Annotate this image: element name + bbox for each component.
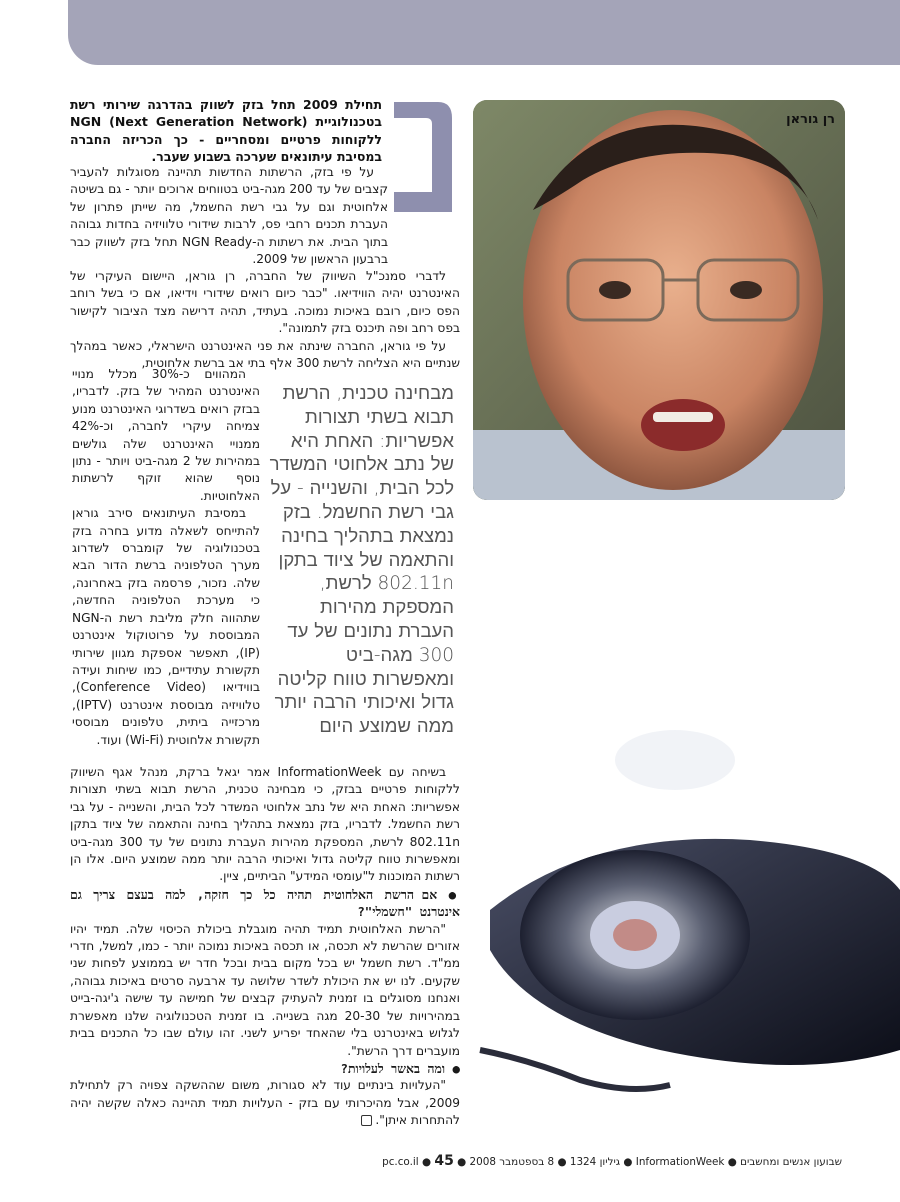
intro-paragraphs: לדברי סמנכ"ל השיווק של החברה, רן גוראן, היישום העיקרי של האינטרנט יהיה הווידיאו. "כבר כיום רואים שידורי וידיאו, אם כי בשל רוחב הפס כיום, רובם באיכות נמוכה. בעתיד, תהיה דרישה מצד הציבור לקישור בפס רחב ופה תיכנס בזק לתמונה". על פי גוראן, החברה שינתה את פני האינטרנט הישראלי, כאשר במהלך שנתיים היא הצליחה לרשת 300 אלף בתי אב ברשת אלחוטית, [70,269,460,371]
answer-1: "הרשת האלחוטית תמיד תהיה מוגבלת ביכולת הכיסוי שלה. תמיד יהיו אזורים שהרשת לא תכסה, או תכסה באיכות נמוכה יותר - כמו, למשל, חדרי ממ"ד. רשת חשמל יש בכל מקום בבית ובכל חדר יש בממוצע לפחות שני שקעים. לנו יש את היכולת לשדר שלושה עד ארבעה סרטים באיכות גבוהה, ואנחנו מסוגלים בו זמנית להעתיק קבצים של חמישה עד שישה ג'יגה-בייט במהירויות של 20-30 מגה בשנייה. בו זמנית הטכנולוגיה שלנו מאפשרת לגלוש באינטרנט בלי שהאחד יפריע לשני. זהו עולם שבו כל התכנים בבית מועברים דרך הרשת". [70,921,461,1058]
end-mark-icon [361,1115,372,1126]
pull-quote: מבחינה טכנית, הרשת תבוא בשתי תצורות אפשריות: האחת היא של נתב אלחוטי המשדר לכל הבית, והשנייה - על גבי רשת החשמל. בזק נמצאת בתהליך בחינה והתאמה של ציוד בתקן 802.11n לרשת, המספקת מהירות העברת נתונים של עד 300 מגה-ביט ומאפשרות טווח קליטה גדול ואיכותי הרבה יותר ממה שמוצע היום [269,383,454,738]
narrow-column: המהווים כ-30% מכלל מנויי האינטרנט המהיר של בזק. לדבריו, בבזק רואים בשדרוגי האינטרנט מנוע צמיחה עיקרי לחברה, וכ-42% ממנויי האינטרנט שלה גולשים במהירות של 2 מגה-ביט ויותר - נתון נוסף שהוא זוקף לרשתות האלחוטיות. במסיבת העיתונאים סירב גוראן להתייחס לשאלה מדוע בחרה בזק בטכנולוגיה של קומברס לשדרוג מערך הטלפוניה ברשת הדור הבא שלה. נזכור, פרסמה בזק באחרונה, כי מערכת הטלפוניה החדשה, שתהווה חלק מליבת רשת ה-NGN המבוססת על פרוטוקול אינטרנט (IP), תאפשר אספקת מגוון שירותי תקשורת עתידיים, כמו שיחות ועידה בווידיאו (Conference Video), טלוויזיה מבוססת אינטרנט (IPTV), מרכזייה ביתית, טלפונים מבוססי תקשורת אלחוטית (Wi-Fi) ועוד. [72,367,261,747]
body-bottom: בשיחה עם InformationWeek אמר יגאל ברקת, מנהל אגף השיווק ללקוחות פרטיים בבזק, כי מבחינה טכנית, הרשת תבוא בשתי תצורות אפשריות: האחת היא של נתב אלחוטי המשדר לכל הבית, והשנייה - על גבי רשת החשמל. לדבריו, בזק נמצאת בתהליך בחינה והתאמה של ציוד בתקן 802.11n לרשת, המספקת מהירות העברת נתונים של עד 300 מגה-ביט ומאפשרות טווח קליטה גדול ואיכותי הרבה יותר ממה שמוצע היום. אלו הן רשתות המוכנות ל"עומסי המידע" הביתיים, ציין. ● אם הרשת האלחוטית תהיה כל כך חזקה, למה בעצם צריך גם אינטרנט "חשמלי"? "הרשת האלחוטית תמיד תהיה מוגבלת ביכולת הכיסוי שלה. תמיד יהיו אזורים שהרשת לא תכסה, או תכסה באיכות נמוכה יותר - כמו, למשל, חדרי ממ"ד. רשת חשמל יש בכל מקום בבית ובכל חדר יש בממוצע לפחות שני שקעים. לנו יש את היכולת לשדר שלושה עד ארבעה סרטים באיכות גבוהה, ואנחנו מסוגלים בו זמנית להעתיק קבצים של חמישה עד שישה ג'יגה-בייט במהירויות של 20-30 מגה בשנייה. בו זמנית הטכנולוגיה שלנו מאפשרת לגלוש באינטרנט בלי שהאחד יפריע לשני. זהו עולם שבו כל התכנים בבית מועברים דרך הרשת". ● ומה באשר לעלויות? "העלויות בינתיים עוד לא סגורות, משום שההשקה צפויה רק לתחילת 2009, אבל מהיכרותי עם בזק - העלויות תמיד תהיינה כאלה שקשה יהיה להתחרות איתן". [70,764,460,1130]
page-footer: שבועון אנשים ומחשבים ● InformationWeek ● גיליון 1324 ● 8 בספטמבר 2008 ● pc.co.il ● 45 [382,1153,842,1169]
lead-paragraph: תחילת 2009 תחל בזק לשווק בהדרגה שירותי רשת בטכנולוגיית NGN (Next Generation Network) ללקוחות פרטיים ומסחריים - כך הכריזה החברה במסיבת עיתונאים שערכה בשבוע שעבר. [70,97,382,165]
question-2: ● ומה באשר לעלויות? [340,1060,460,1076]
drop-cap-letter [388,94,458,224]
portrait-illustration [473,100,845,500]
question-1: ● אם הרשת האלחוטית תהיה כל כך חזקה, למה בעצם צריך גם אינטרנט "חשמלי"? [70,886,460,920]
photo-caption: רן גוראן [786,112,835,127]
rotary-phone-illustration [470,720,900,1100]
answer-2: "העלויות בינתיים עוד לא סגורות, משום שההשקה צפויה רק לתחילת 2009, אבל מהיכרותי עם בזק - העלויות תמיד תהיינה כאלה שקשה יהיה להתחרות איתן". [70,1078,460,1128]
intro-paragraph-1: על פי בזק, הרשתות החדשות תהיינה מסוגלות להעביר קצבים של עד 200 מגה-ביט בטווחים ארוכים יותר - גם בשיטה אלחוטית וגם על גבי רשת החשמל, מה שייתן פתרון של העברת תכנים רחבי פס, לרבות שידורי טלוויזיה בחדות גבוהה בתוך הבית. את רשתות ה-NGN Ready תחל בזק לשווק כבר ברבעון הראשון של 2009. [70,165,389,267]
portrait-photo [473,100,845,500]
header-banner [68,0,900,65]
page-number: 45 [434,1153,454,1169]
